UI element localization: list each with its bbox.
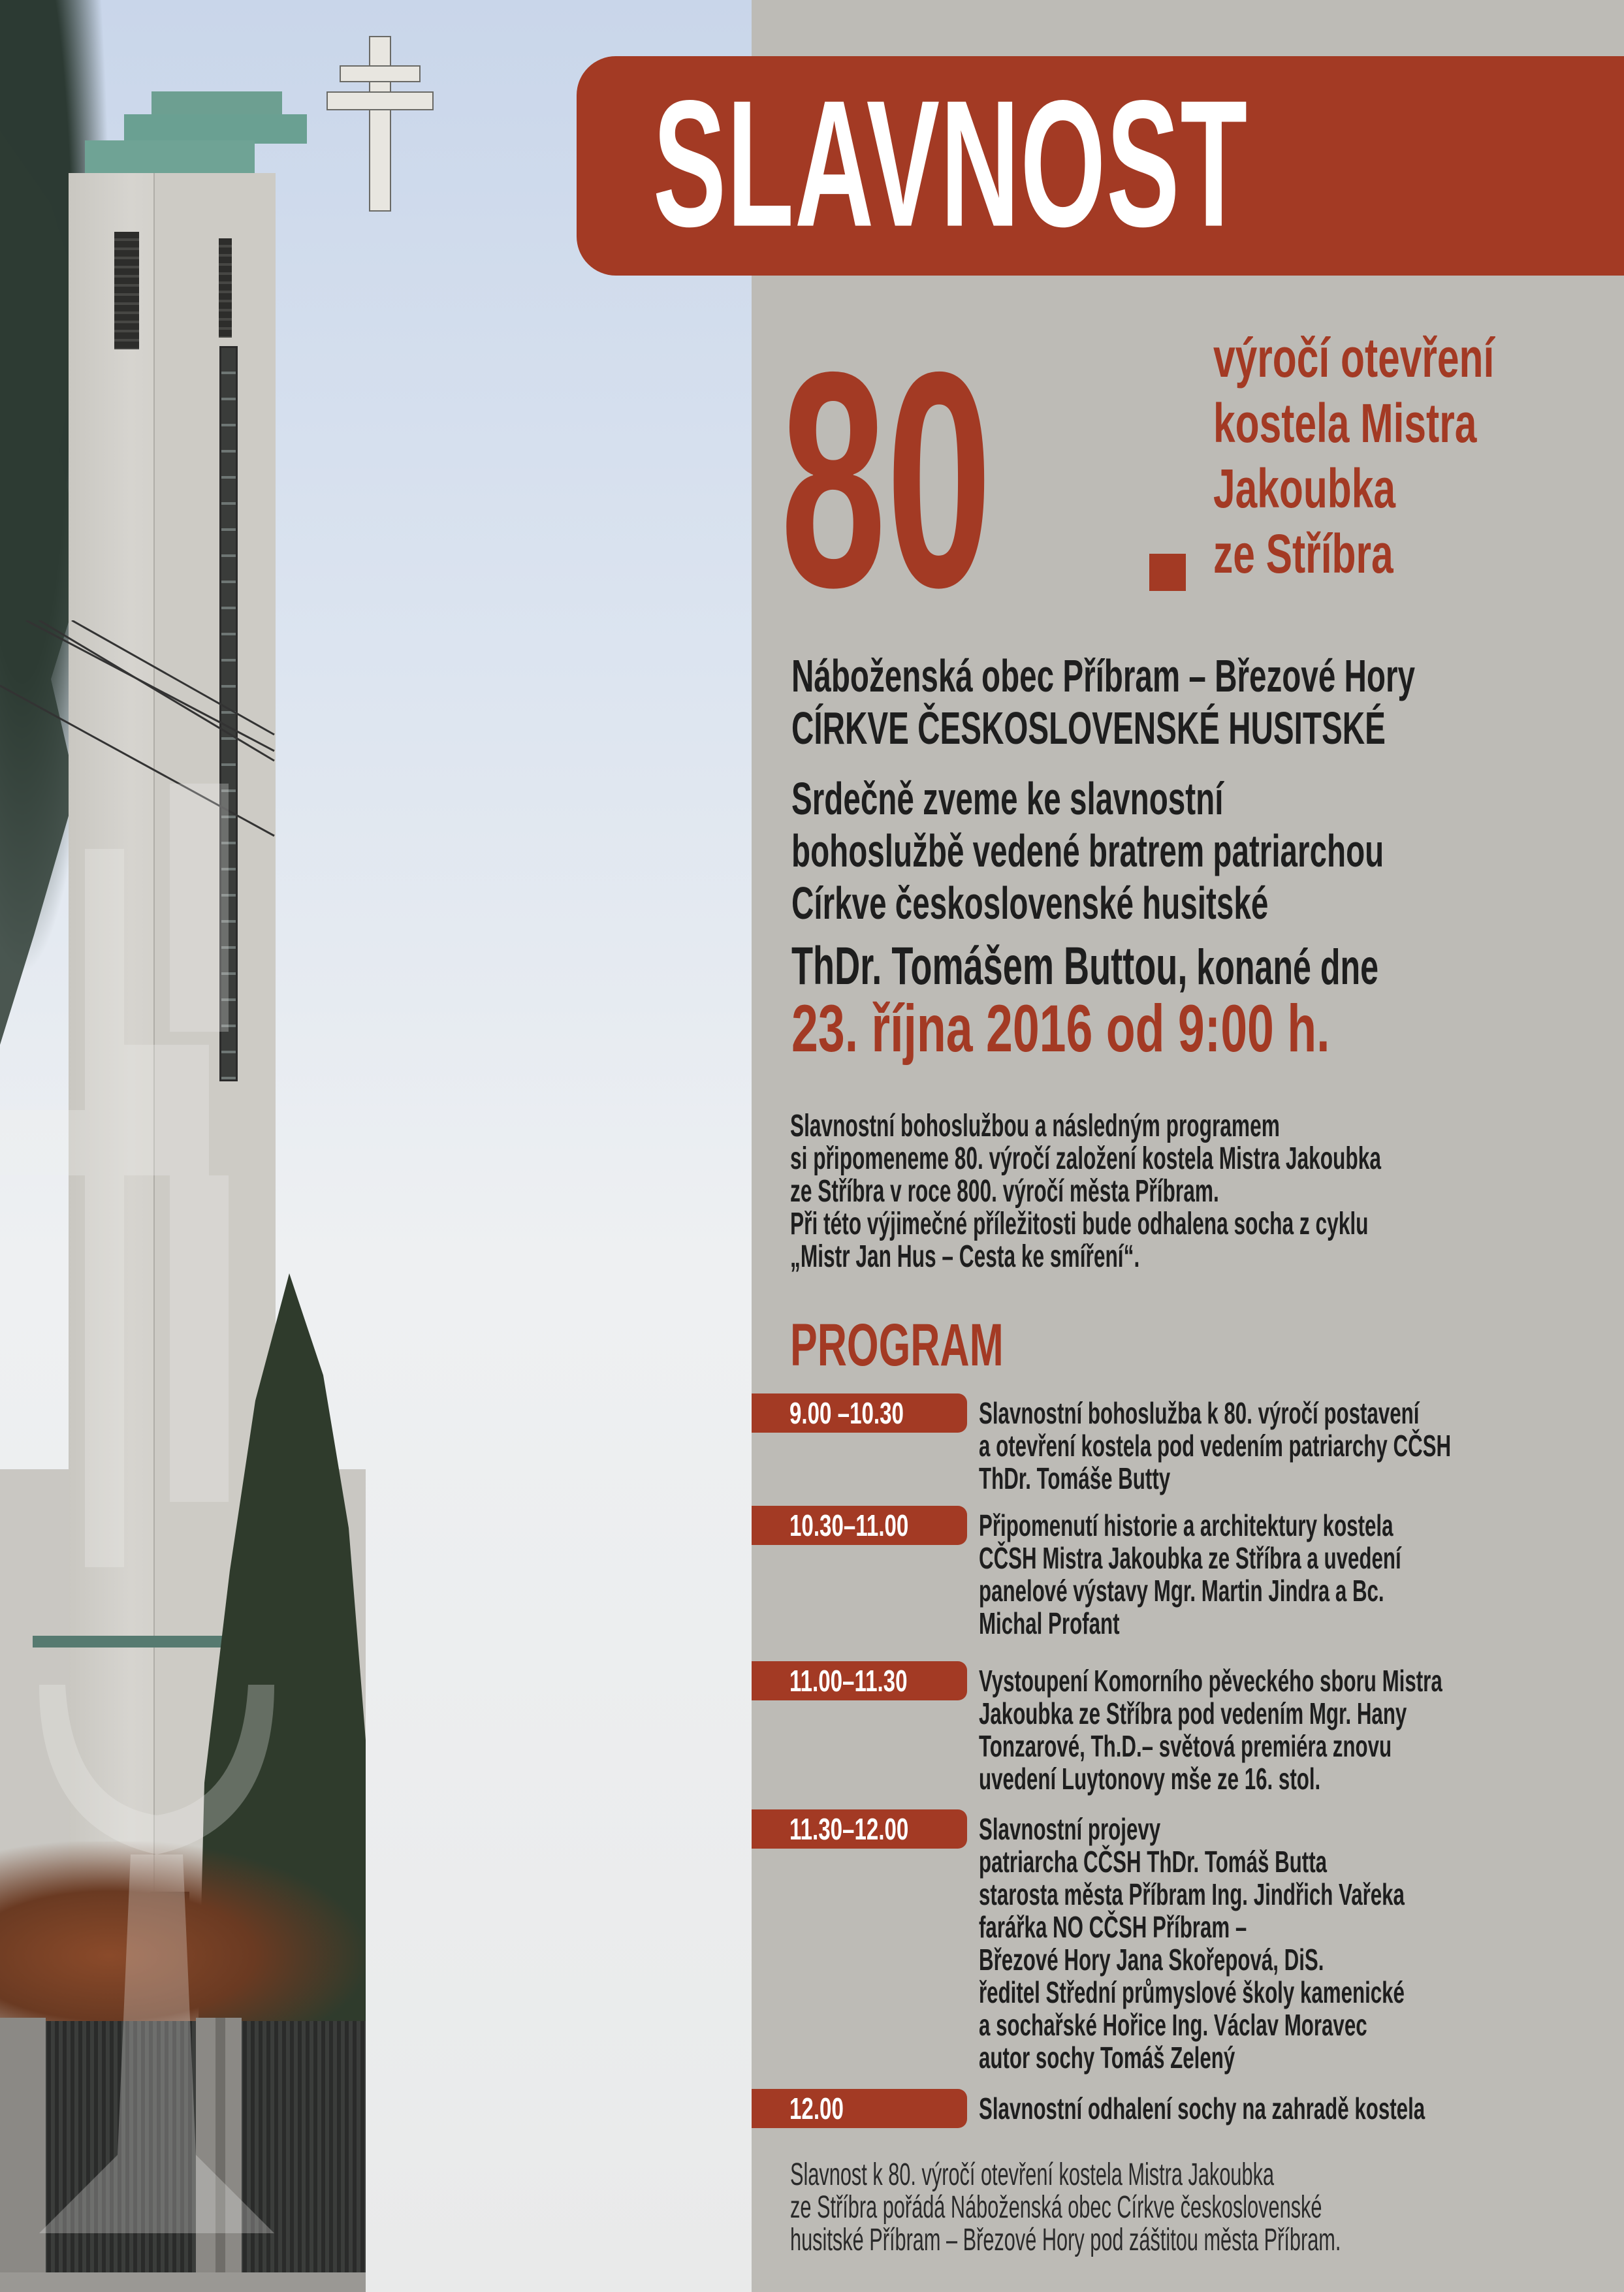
program-description: Vystoupení Komorního pěveckého sboru Mistra Jakoubka ze Stříbra pod vedením Mgr. Hany Tonzarové, Th.D.– světová premiéra znovu uvedení Luytonovy mše ze 16. stol. <box>979 1664 1442 1796</box>
cross-icon <box>369 36 391 212</box>
anniversary-number: 80 <box>780 308 993 651</box>
program-heading: PROGRAM <box>790 1312 1004 1378</box>
invitation-line: Církve československé husitské <box>791 878 1269 929</box>
time-badge: 12.00 <box>752 2089 967 2128</box>
invitation-line: Srdečně zveme ke slavnostní <box>791 773 1224 824</box>
patriarch-name-line: ThDr. Tomášem Buttou, konané dne <box>791 936 1379 996</box>
cross-bar-top <box>340 65 421 82</box>
patriarch-name: ThDr. Tomášem Buttou, <box>791 936 1188 996</box>
organizer-note: Slavnost k 80. výročí otevření kostela Mistra Jakoubka ze Stříbra pořádá Náboženská obec Církve československé husitské Příbram – Březové Hory pod záštitou města Příbram. <box>790 2157 1341 2257</box>
program-description: Slavnostní odhalení sochy na zahradě kostela <box>979 2092 1425 2125</box>
time-badge: 11.00–11.30 <box>752 1661 967 1700</box>
church-name: CÍRKVE ČESKOSLOVENSKÉ HUSITSKÉ <box>791 703 1386 754</box>
intro-paragraph: Slavnostní bohoslužbou a následným programem si připomeneme 80. výročí založení kostela Mistra Jakoubka ze Stříbra v roce 800. výročí města Příbram. Při této výjimečné příležitosti bude odhalena socha z cyklu „Mistr Jan Hus – Cesta ke smíření“. <box>790 1109 1382 1274</box>
time-badge: 11.30–12.00 <box>752 1809 967 1849</box>
time-badge: 10.30–11.00 <box>752 1506 967 1545</box>
congregation-name: Náboženská obec Příbram – Březové Hory <box>791 650 1416 701</box>
chalice-watermark-icon <box>0 784 313 2285</box>
program-description: Slavnostní projevy patriarcha CČSH ThDr. Tomáš Butta starosta města Příbram Ing. Jindřich Vařeka farářka NO CČSH Příbram – Březové Hory Jana Skořepová, DiS. ředitel Střední průmyslové školy kamenické a sochařské Hořice Ing. Václav Moravec autor sochy Tomáš Zelený <box>979 1812 1405 2075</box>
cross-bar-main <box>326 91 434 110</box>
church-tower-photo <box>0 0 752 2292</box>
copper-roof-top <box>151 91 282 114</box>
belfry-louver-right <box>219 238 232 338</box>
time-badge: 9.00 –10.30 <box>752 1393 967 1433</box>
program-description: Slavnostní bohoslužba k 80. výročí postavení a otevření kostela pod vedením patriarchy CČSH ThDr. Tomáše Butty <box>979 1396 1452 1495</box>
anniversary-subtitle: výročí otevření kostela Mistra Jakoubka ze Stříbra <box>1213 327 1495 584</box>
event-date: 23. října 2016 od 9:00 h. <box>791 991 1330 1066</box>
ordinal-dot <box>1149 554 1186 591</box>
belfry-louver-left <box>114 232 139 349</box>
copper-roof-mid <box>124 114 307 144</box>
program-description: Připomenutí historie a architektury kostela CČSH Mistra Jakoubka ze Stříbra a uvedení panelové výstavy Mgr. Martin Jindra a Bc. Michal Profant <box>979 1508 1401 1640</box>
page-title: SLAVNOST <box>653 62 1249 264</box>
invitation-line: bohoslužbě vedené bratrem patriarchou <box>791 825 1384 876</box>
